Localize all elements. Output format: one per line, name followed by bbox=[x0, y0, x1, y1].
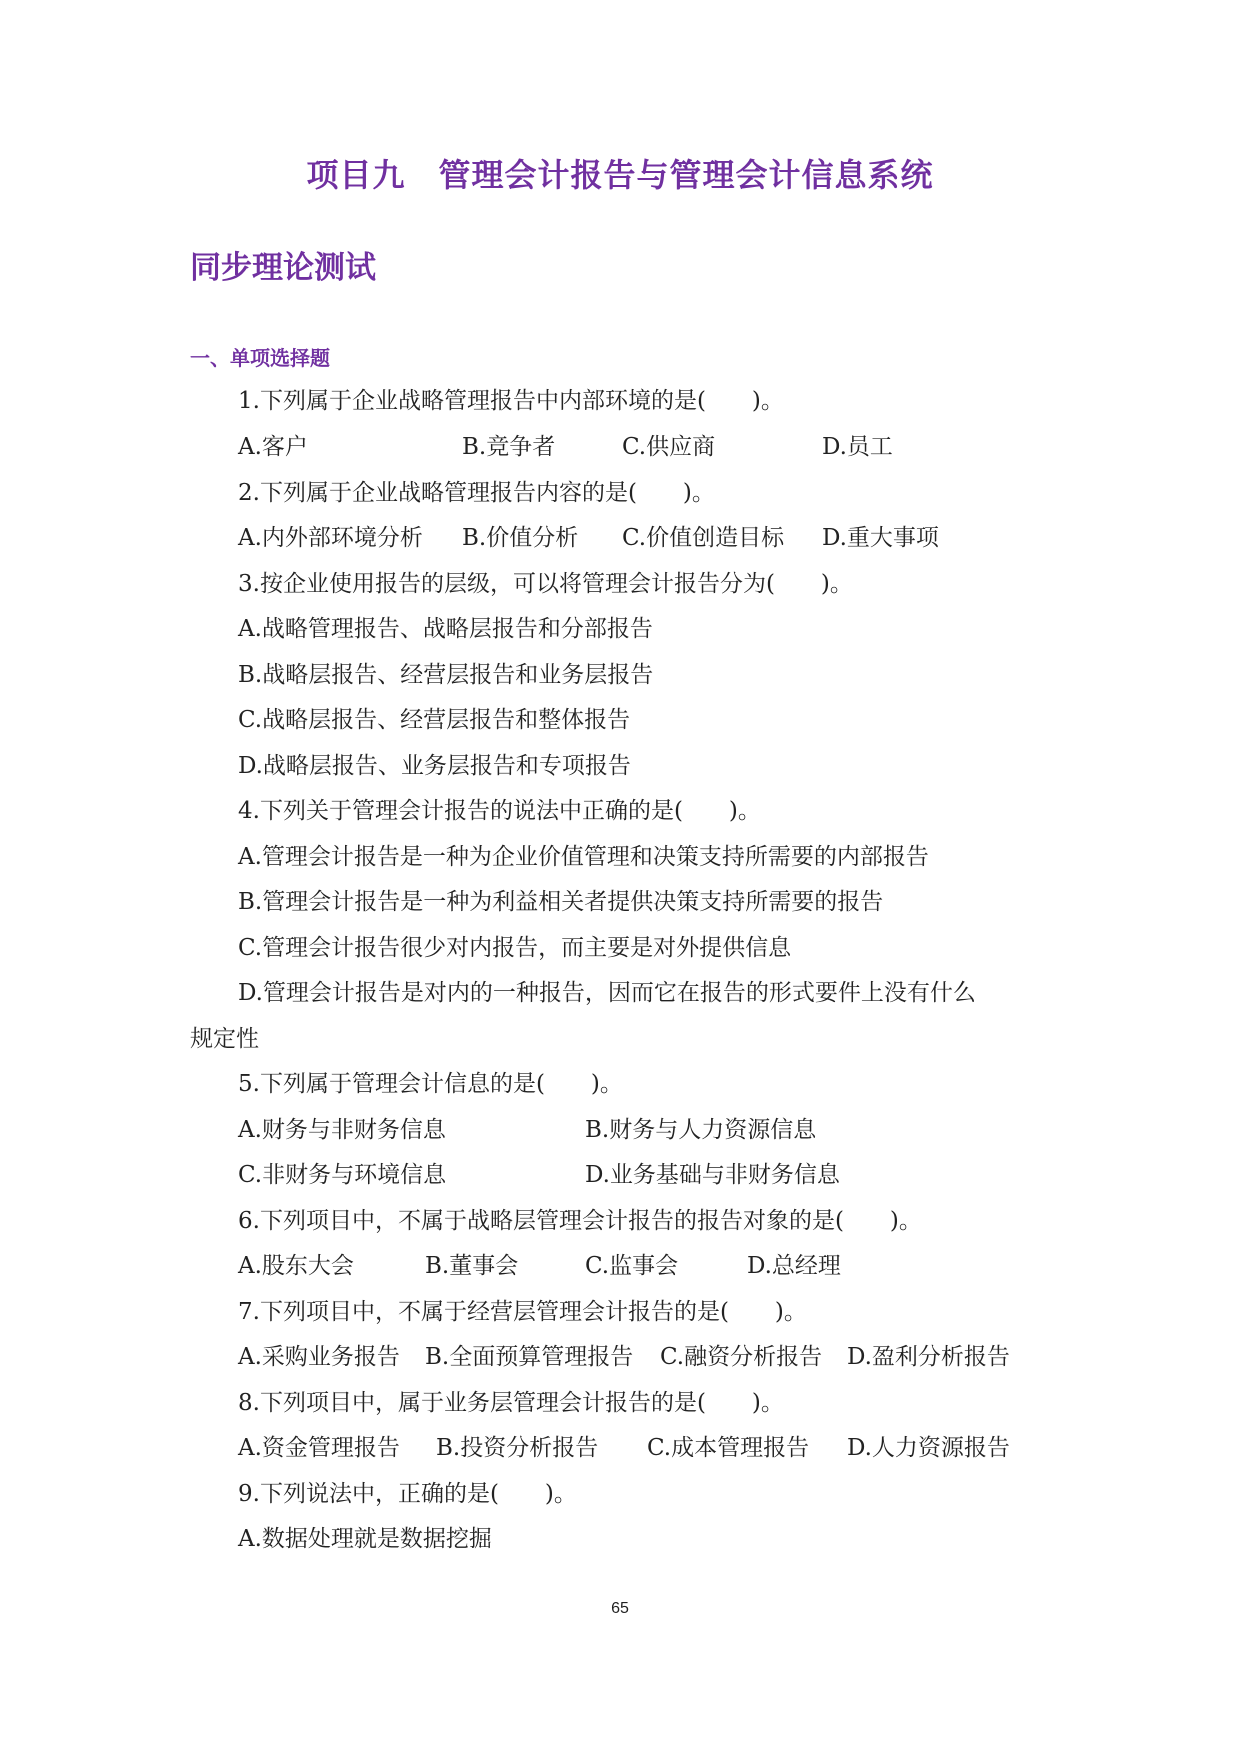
question-stem: 1.下列属于企业战略管理报告中内部环境的是( )。 bbox=[238, 388, 784, 414]
question-4-option-d bbox=[0, 970, 1240, 1016]
option-a: A.采购业务报告 bbox=[238, 1344, 400, 1370]
question-2-options bbox=[0, 515, 1240, 561]
question-stem: 4.下列关于管理会计报告的说法中正确的是( )。 bbox=[238, 798, 761, 824]
option-c: C.融资分析报告 bbox=[660, 1344, 823, 1370]
question-6 bbox=[0, 1198, 1240, 1244]
option-c: C.监事会 bbox=[585, 1253, 679, 1279]
question-stem: 9.下列说法中，正确的是( )。 bbox=[238, 1481, 577, 1507]
option-d: D.重大事项 bbox=[822, 525, 939, 551]
part-title: 一、单项选择题 bbox=[190, 346, 330, 370]
option-b: B.全面预算管理报告 bbox=[425, 1344, 634, 1370]
question-7-options bbox=[0, 1334, 1240, 1380]
question-4-option-d-continued bbox=[0, 1016, 1240, 1062]
chapter-title: 项目九 管理会计报告与管理会计信息系统 bbox=[306, 156, 934, 194]
question-stem: 6.下列项目中，不属于战略层管理会计报告的报告对象的是( )。 bbox=[238, 1208, 922, 1234]
option-b: B.竞争者 bbox=[462, 434, 556, 460]
section-title: 同步理论测试 bbox=[190, 250, 376, 286]
option-a: A.内外部环境分析 bbox=[238, 525, 423, 551]
question-4-option-a bbox=[0, 834, 1240, 880]
option-c: C.战略层报告、经营层报告和整体报告 bbox=[238, 707, 631, 733]
question-1-options bbox=[0, 424, 1240, 470]
question-7 bbox=[0, 1289, 1240, 1335]
option-a: A.数据处理就是数据挖掘 bbox=[238, 1526, 492, 1552]
option-a: A.资金管理报告 bbox=[238, 1435, 400, 1461]
option-d: D.总经理 bbox=[747, 1253, 841, 1279]
question-3-option-d bbox=[0, 743, 1240, 789]
question-3-option-b bbox=[0, 652, 1240, 698]
question-9 bbox=[0, 1471, 1240, 1517]
question-1 bbox=[0, 378, 1240, 424]
option-b: B.财务与人力资源信息 bbox=[585, 1117, 817, 1143]
question-8-options bbox=[0, 1425, 1240, 1471]
question-4-option-c bbox=[0, 925, 1240, 971]
option-d: D.战略层报告、业务层报告和专项报告 bbox=[238, 753, 631, 779]
option-c: C.成本管理报告 bbox=[647, 1435, 810, 1461]
page-number: 65 bbox=[611, 1600, 629, 1617]
question-3 bbox=[0, 561, 1240, 607]
option-a: A.客户 bbox=[238, 434, 308, 460]
question-stem: 3.按企业使用报告的层级，可以将管理会计报告分为( )。 bbox=[238, 571, 853, 597]
option-b: B.管理会计报告是一种为利益相关者提供决策支持所需要的报告 bbox=[238, 889, 884, 915]
question-9-option-a bbox=[0, 1516, 1240, 1562]
question-stem: 8.下列项目中，属于业务层管理会计报告的是( )。 bbox=[238, 1390, 784, 1416]
option-a: A.管理会计报告是一种为企业价值管理和决策支持所需要的内部报告 bbox=[238, 844, 929, 870]
option-d: D.盈利分析报告 bbox=[847, 1344, 1010, 1370]
question-5-options-cd bbox=[0, 1152, 1240, 1198]
question-stem: 7.下列项目中，不属于经营层管理会计报告的是( )。 bbox=[238, 1299, 807, 1325]
question-3-option-a bbox=[0, 606, 1240, 652]
option-b: B.战略层报告、经营层报告和业务层报告 bbox=[238, 662, 654, 688]
option-d-continuation: 规定性 bbox=[190, 1026, 259, 1052]
question-2 bbox=[0, 470, 1240, 516]
option-b: B.价值分析 bbox=[462, 525, 579, 551]
question-4-option-b bbox=[0, 879, 1240, 925]
question-8 bbox=[0, 1380, 1240, 1426]
option-b: B.董事会 bbox=[425, 1253, 519, 1279]
question-4 bbox=[0, 788, 1240, 834]
question-6-options bbox=[0, 1243, 1240, 1289]
option-c: C.管理会计报告很少对内报告，而主要是对外提供信息 bbox=[238, 935, 792, 961]
question-stem: 5.下列属于管理会计信息的是( )。 bbox=[238, 1071, 623, 1097]
option-a: A.战略管理报告、战略层报告和分部报告 bbox=[238, 616, 653, 642]
question-stem: 2.下列属于企业战略管理报告内容的是( )。 bbox=[238, 480, 715, 506]
option-a: A.股东大会 bbox=[238, 1253, 354, 1279]
question-5-options-ab bbox=[0, 1107, 1240, 1153]
option-c: C.供应商 bbox=[622, 434, 716, 460]
question-5 bbox=[0, 1061, 1240, 1107]
option-c: C.非财务与环境信息 bbox=[238, 1162, 447, 1188]
option-b: B.投资分析报告 bbox=[436, 1435, 599, 1461]
option-a: A.财务与非财务信息 bbox=[238, 1117, 446, 1143]
option-d: D.员工 bbox=[822, 434, 893, 460]
option-c: C.价值创造目标 bbox=[622, 525, 785, 551]
option-d: D.业务基础与非财务信息 bbox=[585, 1162, 840, 1188]
option-d: D.人力资源报告 bbox=[847, 1435, 1010, 1461]
option-d: D.管理会计报告是对内的一种报告，因而它在报告的形式要件上没有什么 bbox=[238, 980, 976, 1006]
question-3-option-c bbox=[0, 697, 1240, 743]
